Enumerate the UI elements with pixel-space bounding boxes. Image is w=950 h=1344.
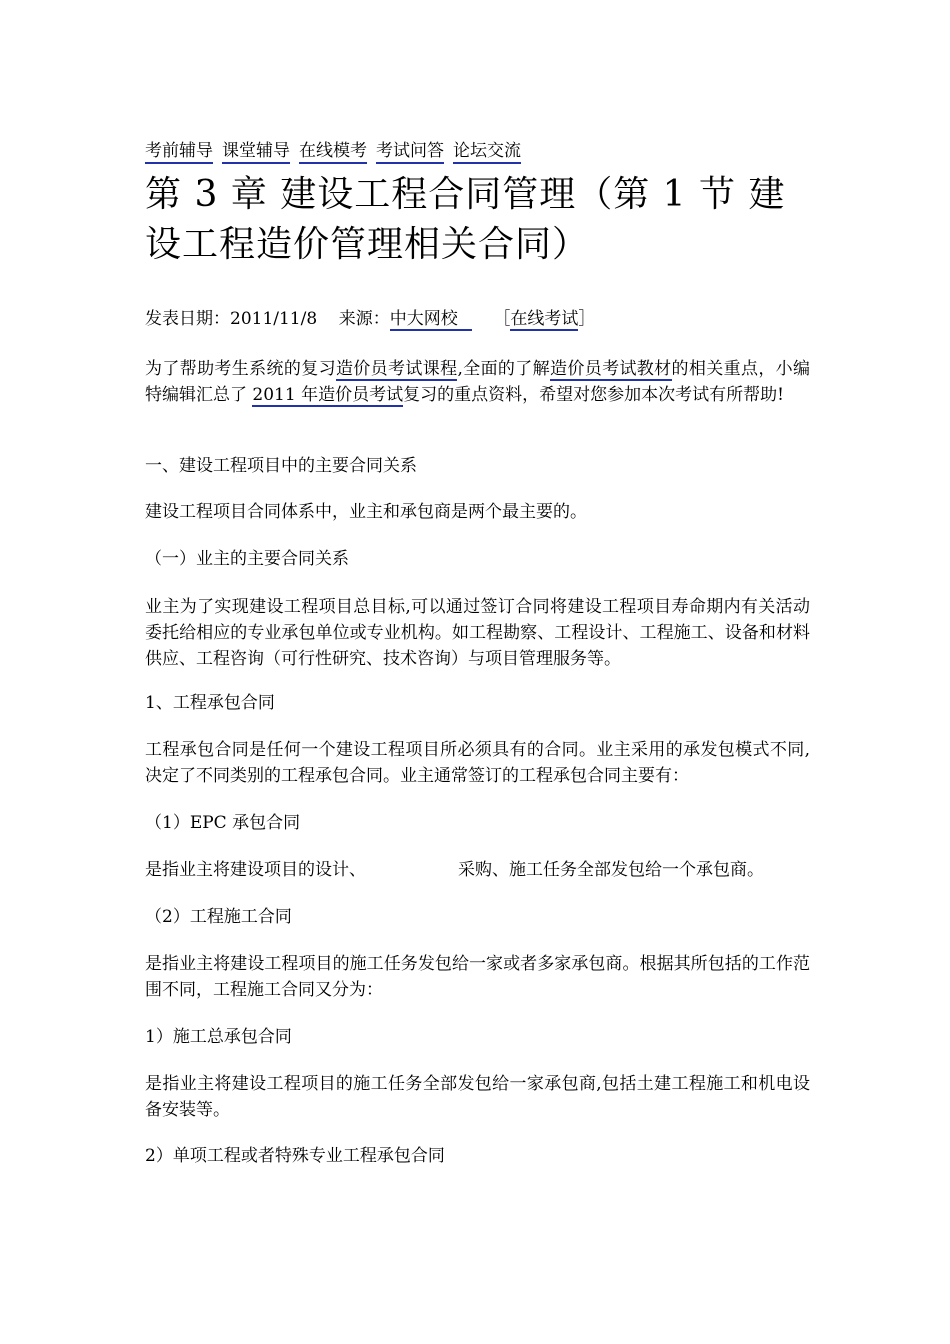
top-nav xyxy=(145,138,530,164)
section-heading-2: （一）业主的主要合同关系 xyxy=(145,549,349,569)
paragraph-4-part-a: 是指业主将建设项目的设计、 xyxy=(145,860,366,880)
nav-link-qa[interactable]: 考试问答 xyxy=(376,141,444,164)
section-heading-1: 一、建设工程项目中的主要合同关系 xyxy=(145,456,417,476)
bracket-open: ［ xyxy=(493,309,511,329)
publish-date: 发表日期：2011/11/8 xyxy=(145,309,318,329)
intro-text-2: ,全面的了解 xyxy=(457,359,551,379)
paragraph-2: 业主为了实现建设工程项目总目标,可以通过签订合同将建设工程项目寿命期内有关活动委托给相应的专业承包单位或专业机构。如工程勘察、工程设计、工程施工、设备和材料供应、工程咨询（可行性研究、技术咨询）与项目管理服务等。 xyxy=(145,597,810,669)
paragraph-3: 工程承包合同是任何一个建设工程项目所必须具有的合同。业主采用的承发包模式不同,决定了不同类别的工程承包合同。业主通常签订的工程承包合同主要有： xyxy=(145,740,810,786)
section-heading-6: 1）施工总承包合同 xyxy=(145,1027,292,1047)
bracket-close: ］ xyxy=(578,309,596,329)
section-heading-7: 2）单项工程或者特殊专业工程承包合同 xyxy=(145,1146,445,1166)
paragraph-4 xyxy=(145,857,810,883)
paragraph-5: 是指业主将建设工程项目的施工任务发包给一家或者多家承包商。根据其所包括的工作范围不同，工程施工合同又分为： xyxy=(145,954,810,1000)
paragraph-6: 是指业主将建设工程项目的施工任务全部发包给一家承包商,包括土建工程施工和机电设备安装等。 xyxy=(145,1074,810,1120)
source-link[interactable]: 中大网校 xyxy=(390,309,472,331)
nav-link-classroom[interactable]: 课堂辅导 xyxy=(222,141,290,164)
intro-text-4: 复习的重点资料，希望对您参加本次考试有所帮助! xyxy=(403,385,784,405)
paragraph-4-part-b: 采购、施工任务全部发包给一个承包商。 xyxy=(458,860,764,880)
link-textbook[interactable]: 造价员考试教材 xyxy=(550,359,672,379)
article-meta xyxy=(145,306,595,332)
category-link[interactable]: 在线考试 xyxy=(510,309,579,329)
section-heading-3: 1、工程承包合同 xyxy=(145,693,275,713)
link-course[interactable]: 造价员考试课程 xyxy=(335,359,458,379)
page-title: 第 3 章 建设工程合同管理（第 1 节 建设工程造价管理相关合同） xyxy=(145,174,786,265)
paragraph-1: 建设工程项目合同体系中，业主和承包商是两个最主要的。 xyxy=(145,502,587,522)
nav-link-mock-exam[interactable]: 在线模考 xyxy=(299,141,367,164)
nav-link-forum[interactable]: 论坛交流 xyxy=(453,141,521,164)
intro-paragraph xyxy=(145,356,810,408)
link-2011-exam[interactable]: 2011 年造价员考试 xyxy=(252,385,404,405)
source-label: 来源： xyxy=(338,309,390,329)
intro-text-3: 的相关重点，小编特编辑汇总了 xyxy=(145,359,811,405)
nav-link-exam-prep[interactable]: 考前辅导 xyxy=(145,141,213,164)
intro-text-1: 为了帮助考生系统的复习 xyxy=(145,359,336,379)
section-heading-5: （2）工程施工合同 xyxy=(145,907,292,927)
section-heading-4: （1）EPC 承包合同 xyxy=(145,813,301,833)
